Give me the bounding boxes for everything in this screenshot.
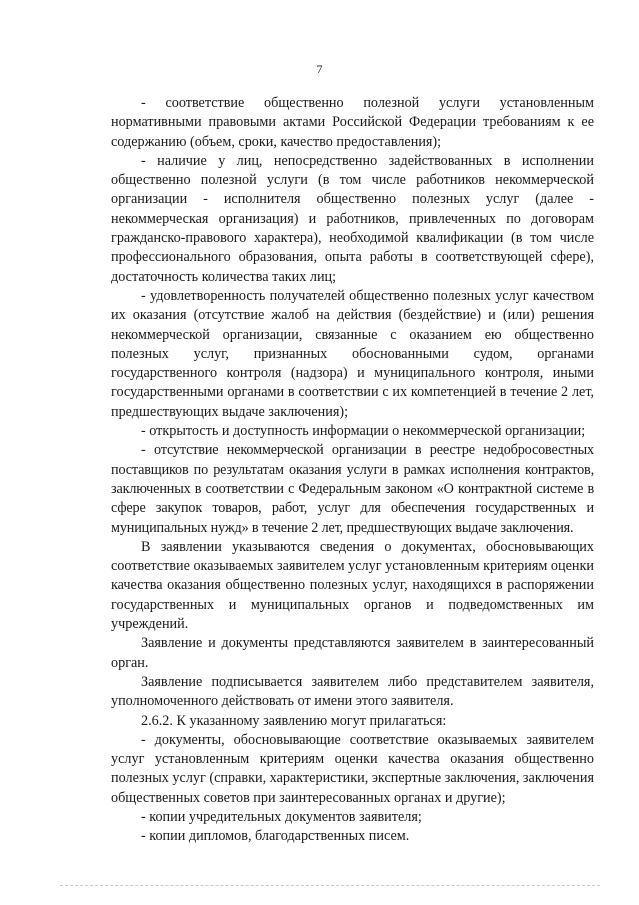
document-body xyxy=(111,94,594,847)
paragraph-attachment-founding-docs: - копии учредительных документов заявителя; xyxy=(141,808,422,825)
paragraph-criterion-compliance: - соответствие общественно полезной услуги установленным нормативными правовыми актами Российской Федерации требованиям к ее содержанию (объем, сроки, качество предоставления); xyxy=(111,95,594,150)
paragraph-criterion-qualification: - наличие у лиц, непосредственно задействованных в исполнении общественно полезной услуги (в том числе работников некоммерческой организации - исполнителя общественно полезных услуг (далее - некоммерческая организация) и работников, привлеченных по договорам гражданско-правового характера), необходимой квалификации (в том числе профессионального образования, опыта работы в соответствующей сфере), достаточность количества таких лиц; xyxy=(111,152,594,285)
scan-bottom-edge xyxy=(60,885,600,886)
paragraph-criterion-registry: - отсутствие некоммерческой организации в реестре недобросовестных поставщиков по результатам оказания услуги в рамках исполнения контрактов, заключенных в соответствии с Федеральным законом «О контрактной системе в сфере закупок товаров, работ, услуг для обеспечения государственных и муниципальных нужд» в течение 2 лет, предшествующих выдаче заключения. xyxy=(111,442,594,536)
paragraph-attachment-justifying-docs: - документы, обосновывающие соответствие оказываемых заявителем услуг установленным критериям оценки качества оказания общественно полезных услуг (справки, характеристики, экспертные заключения, заключения общественных советов при заинтересованных органах и другие); xyxy=(111,731,594,806)
page-number: 7 xyxy=(316,62,323,76)
paragraph-criterion-satisfaction: - удовлетворенность получателей общественно полезных услуг качеством их оказания (отсутствие жалоб на действия (бездействие) и (или) решения некоммерческой организации, связанные с оказанием ею общественно полезных услуг, признанных обоснованными судом, органами государственного контроля (надзора) и муниципального контроля, иными государственными органами в соответствии с их компетенцией в течение 2 лет, предшествующих выдаче заключения); xyxy=(111,287,594,420)
paragraph-criterion-openness: - открытость и доступность информации о некоммерческой организации; xyxy=(141,423,586,440)
paragraph-attachment-diplomas: - копии дипломов, благодарственных писем. xyxy=(141,828,410,845)
paragraph-submission: Заявление и документы представляются заявителем в заинтересованный орган. xyxy=(111,635,594,671)
paragraph-section-2-6-2: 2.6.2. К указанному заявлению могут прилагаться: xyxy=(141,712,447,729)
paragraph-signature: Заявление подписывается заявителем либо представителем заявителя, уполномоченного действовать от имени этого заявителя. xyxy=(111,673,594,710)
paragraph-application-documents: В заявлении указываются сведения о документах, обосновывающих соответствие оказываемых заявителем услуг установленным критериям оценки качества оказания общественно полезных услуг, находящихся в распоряжении государственных и муниципальных органов и подведомственных им учреждений. xyxy=(111,538,594,633)
